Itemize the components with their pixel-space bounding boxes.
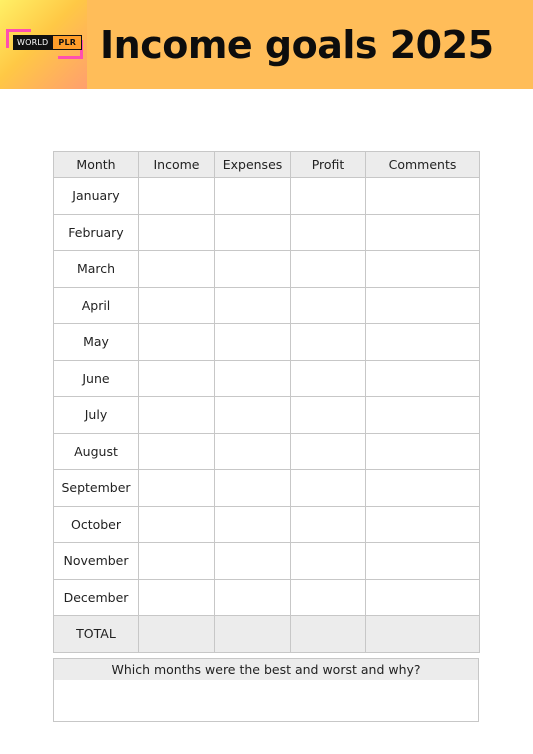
- comments-cell[interactable]: [366, 287, 480, 324]
- comments-cell[interactable]: [366, 324, 480, 361]
- table-row: [54, 543, 480, 580]
- expenses-cell[interactable]: [215, 579, 291, 616]
- month-label: July: [54, 397, 139, 434]
- profit-cell[interactable]: [291, 324, 366, 361]
- profit-cell[interactable]: [291, 433, 366, 470]
- comments-cell[interactable]: [366, 214, 480, 251]
- profit-cell[interactable]: [291, 506, 366, 543]
- month-label: February: [54, 214, 139, 251]
- header-expenses: Expenses: [215, 152, 291, 178]
- profit-cell[interactable]: [291, 360, 366, 397]
- expenses-cell[interactable]: [215, 506, 291, 543]
- income-cell[interactable]: [139, 433, 215, 470]
- expenses-cell[interactable]: [215, 433, 291, 470]
- expenses-cell[interactable]: [215, 470, 291, 507]
- table-row: [54, 360, 480, 397]
- table-row: [54, 579, 480, 616]
- income-cell[interactable]: [139, 579, 215, 616]
- comments-cell[interactable]: [366, 506, 480, 543]
- table-row: [54, 397, 480, 434]
- profit-cell[interactable]: [291, 579, 366, 616]
- income-cell[interactable]: [139, 251, 215, 288]
- total-row: [54, 616, 480, 653]
- comments-cell[interactable]: [366, 360, 480, 397]
- income-cell[interactable]: [139, 360, 215, 397]
- month-label: August: [54, 433, 139, 470]
- income-cell[interactable]: [139, 543, 215, 580]
- month-label: June: [54, 360, 139, 397]
- table-row: [54, 251, 480, 288]
- month-label: October: [54, 506, 139, 543]
- month-label: April: [54, 287, 139, 324]
- profit-cell[interactable]: [291, 470, 366, 507]
- total-label: TOTAL: [54, 616, 139, 653]
- comments-cell[interactable]: [366, 251, 480, 288]
- header-profit: Profit: [291, 152, 366, 178]
- table-row: [54, 178, 480, 215]
- total-comments-cell[interactable]: [366, 616, 480, 653]
- header-comments: Comments: [366, 152, 480, 178]
- total-expenses-cell[interactable]: [215, 616, 291, 653]
- reflection-answer-field[interactable]: [54, 680, 478, 721]
- total-profit-cell[interactable]: [291, 616, 366, 653]
- table-row: [54, 470, 480, 507]
- logo-badge: [13, 35, 82, 50]
- comments-cell[interactable]: [366, 433, 480, 470]
- month-label: March: [54, 251, 139, 288]
- profit-cell[interactable]: [291, 543, 366, 580]
- logo-text-plr: PLR: [52, 35, 82, 50]
- expenses-cell[interactable]: [215, 324, 291, 361]
- table-row: [54, 433, 480, 470]
- income-cell[interactable]: [139, 470, 215, 507]
- profit-cell[interactable]: [291, 397, 366, 434]
- expenses-cell[interactable]: [215, 360, 291, 397]
- income-cell[interactable]: [139, 506, 215, 543]
- comments-cell[interactable]: [366, 397, 480, 434]
- income-cell[interactable]: [139, 214, 215, 251]
- income-goals-table: [53, 151, 480, 653]
- table-row: [54, 214, 480, 251]
- header-banner: [0, 0, 533, 89]
- page-title: Income goals 2025: [100, 23, 494, 67]
- comments-cell[interactable]: [366, 178, 480, 215]
- expenses-cell[interactable]: [215, 178, 291, 215]
- income-cell[interactable]: [139, 178, 215, 215]
- table-header-row: [54, 152, 480, 178]
- expenses-cell[interactable]: [215, 397, 291, 434]
- table-row: [54, 287, 480, 324]
- profit-cell[interactable]: [291, 287, 366, 324]
- month-label: January: [54, 178, 139, 215]
- month-label: December: [54, 579, 139, 616]
- logo-text-world: WORLD: [13, 35, 52, 50]
- month-label: September: [54, 470, 139, 507]
- expenses-cell[interactable]: [215, 214, 291, 251]
- header-month: Month: [54, 152, 139, 178]
- table-row: [54, 506, 480, 543]
- expenses-cell[interactable]: [215, 287, 291, 324]
- comments-cell[interactable]: [366, 579, 480, 616]
- header-income: Income: [139, 152, 215, 178]
- income-cell[interactable]: [139, 397, 215, 434]
- month-label: November: [54, 543, 139, 580]
- comments-cell[interactable]: [366, 470, 480, 507]
- profit-cell[interactable]: [291, 214, 366, 251]
- logo: [0, 0, 87, 89]
- table-row: [54, 324, 480, 361]
- reflection-question: Which months were the best and worst and why?: [54, 659, 478, 680]
- profit-cell[interactable]: [291, 251, 366, 288]
- expenses-cell[interactable]: [215, 543, 291, 580]
- income-cell[interactable]: [139, 287, 215, 324]
- reflection-box: [53, 658, 479, 722]
- month-label: May: [54, 324, 139, 361]
- comments-cell[interactable]: [366, 543, 480, 580]
- profit-cell[interactable]: [291, 178, 366, 215]
- expenses-cell[interactable]: [215, 251, 291, 288]
- income-cell[interactable]: [139, 324, 215, 361]
- total-income-cell[interactable]: [139, 616, 215, 653]
